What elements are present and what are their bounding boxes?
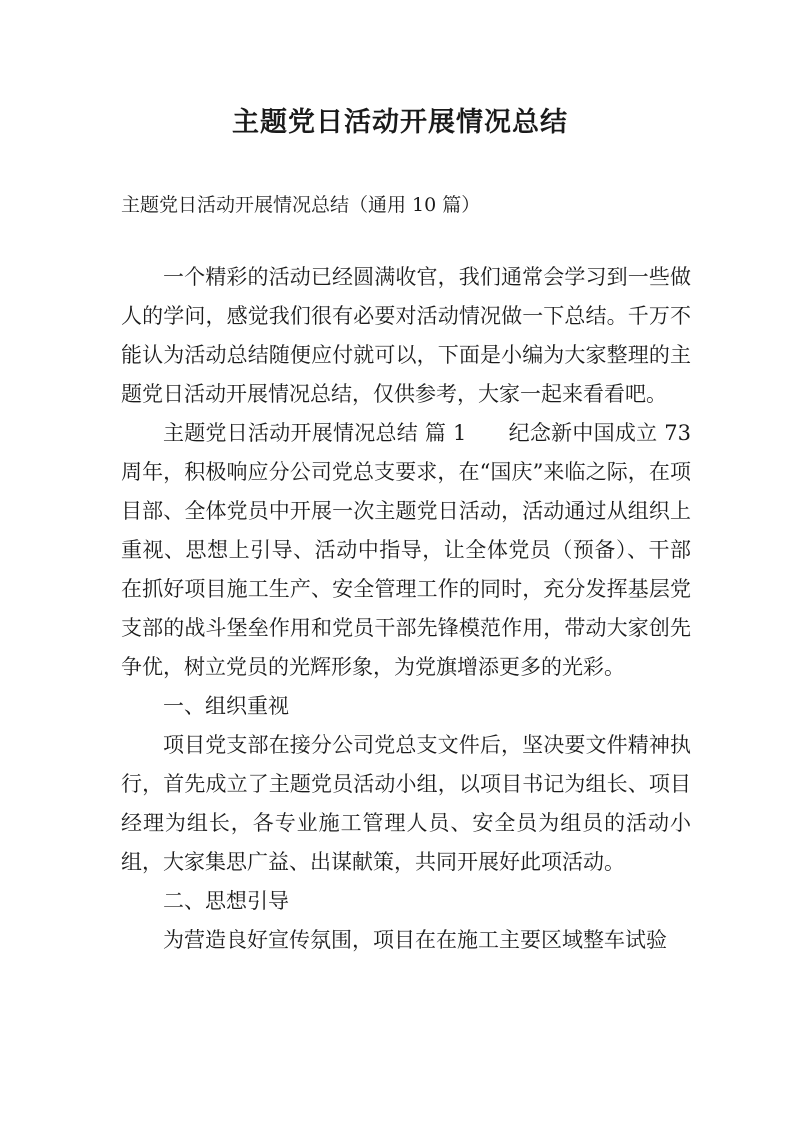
section2-heading: 二、思想引导 bbox=[163, 889, 289, 913]
article1-text: 纪念新中国成立 73 周年，积极响应分公司党总支要求，在“国庆”来临之际，在项目部、全体党员中开展一次主题党日活动，活动通过从组织上重视、思想上引导、活动中指导，让全体党员（预备）、干部在抓好项目施工生产、安全管理工作的同时，充分发挥基层党支部的战斗堡垒作用和党员干部先锋模范作用，带动大家创先争优，树立党员的光辉形象，为党旗增添更多的光彩。 bbox=[121, 421, 691, 679]
article1-heading: 主题党日活动开展情况总结 篇 1 bbox=[163, 421, 467, 445]
document-subtitle: 主题党日活动开展情况总结（通用 10 篇） bbox=[121, 194, 481, 216]
section1-heading: 一、组织重视 bbox=[163, 694, 289, 718]
document-body bbox=[121, 258, 691, 960]
section1-paragraph: 项目党支部在接分公司党总支文件后，坚决要文件精神执行，首先成立了主题党员活动小组，以项目书记为组长、项目经理为组长，各专业施工管理人员、安全员为组员的活动小组，大家集思广益、出谋献策，共同开展好此项活动。 bbox=[121, 733, 691, 874]
article1-paragraph bbox=[121, 414, 691, 687]
section2-paragraph: 为营造良好宣传氛围，项目在在施工主要区域整车试验 bbox=[163, 928, 667, 952]
intro-paragraph: 一个精彩的活动已经圆满收官，我们通常会学习到一些做人的学问，感觉我们很有必要对活动情况做一下总结。千万不能认为活动总结随便应付就可以，下面是小编为大家整理的主题党日活动开展情况总结，仅供参考，大家一起来看看吧。 bbox=[121, 265, 691, 406]
document-title: 主题党日活动开展情况总结 bbox=[232, 107, 568, 138]
